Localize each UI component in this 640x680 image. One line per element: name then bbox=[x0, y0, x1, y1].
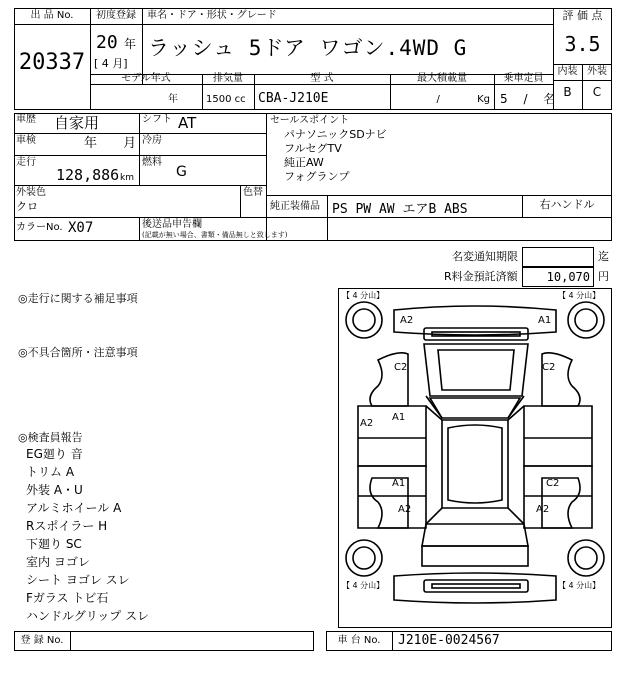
interior-score: B bbox=[563, 85, 572, 99]
driving-notes-title: ◎走行に関する補足事項 bbox=[18, 292, 138, 305]
max-load-label: 最大積載量 bbox=[417, 73, 467, 84]
exterior-score: C bbox=[592, 85, 602, 99]
mark-right-fender: C2 bbox=[542, 362, 556, 373]
inspector-item-6: 下廻り SC bbox=[26, 537, 82, 551]
inspector-item-9: Fガラス トビ石 bbox=[26, 591, 109, 605]
capacity-value: 5 / 名 bbox=[500, 92, 556, 106]
inspector-item-4: アルミホイール A bbox=[26, 501, 122, 515]
max-load-value: / Kg bbox=[436, 94, 490, 105]
model-name: ラッシュ 5ドア ワゴン.4WD G bbox=[148, 36, 468, 60]
inspector-title: ◎検査員報告 bbox=[18, 431, 83, 444]
displacement-value: 1500 cc bbox=[206, 94, 246, 105]
recycle-label: R料金預託済額 bbox=[444, 270, 518, 283]
exterior-color-label: 外装色 bbox=[16, 187, 46, 198]
lot-number: 20337 bbox=[18, 50, 86, 75]
car-diagram bbox=[338, 288, 612, 628]
history-label: 車歴 bbox=[16, 114, 36, 125]
tire-label-front-right: 【 4 分山】 bbox=[558, 291, 601, 300]
inspector-item-2: トリム A bbox=[26, 465, 75, 479]
mileage-unit: km bbox=[120, 173, 134, 183]
chassis-label: 車 台 No. bbox=[337, 635, 381, 646]
front-right-fender bbox=[542, 353, 580, 406]
sales-points-title: セールスポイント bbox=[270, 115, 350, 126]
mark-front-bumper-left: A2 bbox=[400, 315, 414, 326]
roof bbox=[442, 420, 508, 508]
mark-left-rear-quarter: A2 bbox=[398, 504, 412, 515]
mark-right-rear-quarter: A2 bbox=[536, 504, 550, 515]
tire-rear-right bbox=[568, 540, 604, 576]
post-application-note: (記載が無い場合、書類・備品無しと致します) bbox=[142, 231, 288, 239]
rear-hatch bbox=[422, 524, 528, 546]
name-change-unit: 迄 bbox=[598, 250, 609, 263]
model-name-label: 車名・ドア・形状・グレード bbox=[147, 10, 277, 21]
first-reg-month: [ 4 月] bbox=[94, 57, 128, 70]
model-year-label: モデル年式 bbox=[121, 73, 171, 84]
equipment-label: 純正装備品 bbox=[270, 201, 320, 212]
shift-value: AT bbox=[178, 114, 197, 132]
left-rear-door bbox=[358, 466, 426, 528]
mark-left-side: A2 bbox=[360, 418, 374, 429]
right-front-door bbox=[524, 406, 592, 466]
recycle-value: 10,070 bbox=[546, 270, 590, 284]
right-rear-door bbox=[524, 466, 592, 528]
mark-left-rear-door: A1 bbox=[392, 478, 406, 489]
sales-point-2: フルセグTV bbox=[284, 142, 342, 155]
inspection-label: 車検 bbox=[16, 135, 36, 146]
color-no-label: カラーNo. bbox=[16, 222, 63, 233]
front-bumper bbox=[394, 306, 556, 335]
inspector-item-5: Rスポイラー H bbox=[26, 519, 108, 533]
tire-label-front-left: 【 4 分山】 bbox=[342, 291, 385, 300]
fuel-label: 燃料 bbox=[142, 157, 162, 168]
inspector-item-3: 外装 A・U bbox=[26, 483, 83, 497]
type-value: CBA-J210E bbox=[258, 91, 329, 106]
mark-left-front-door: A1 bbox=[392, 412, 406, 423]
score-label: 評 価 点 bbox=[562, 9, 603, 22]
first-reg-year: 20 bbox=[96, 32, 118, 53]
name-change-box bbox=[522, 247, 594, 267]
steering-value: 右ハンドル bbox=[539, 198, 595, 211]
chassis-value: J210E-0024567 bbox=[398, 633, 500, 648]
sales-point-3: 純正AW bbox=[284, 156, 324, 169]
color-no-value: X07 bbox=[68, 220, 94, 236]
displacement-label: 排気量 bbox=[213, 73, 243, 84]
capacity-label: 乗車定員 bbox=[503, 73, 544, 84]
defect-title: ◎不具合箇所・注意事項 bbox=[18, 346, 138, 359]
score-value: 3.5 bbox=[564, 32, 601, 56]
exterior-label: 外装 bbox=[587, 66, 607, 77]
inspector-item-10: ハンドルグリップ スレ bbox=[26, 609, 150, 623]
mark-right-rear-door: C2 bbox=[546, 478, 560, 489]
inspector-item-8: シート ヨゴレ スレ bbox=[26, 573, 130, 587]
sales-point-1: パナソニックSDナビ bbox=[284, 128, 387, 141]
lot-label: 出 品 No. bbox=[30, 10, 74, 21]
ac-label: 冷房 bbox=[142, 135, 162, 146]
mark-front-bumper-right: A1 bbox=[538, 315, 552, 326]
tire-front-left bbox=[346, 302, 382, 338]
mileage-label: 走行 bbox=[16, 157, 36, 168]
sales-point-4: フォグランプ bbox=[284, 170, 350, 183]
exterior-color-value: クロ bbox=[16, 200, 38, 213]
interior-label: 内装 bbox=[557, 66, 578, 77]
shift-label: シフト bbox=[142, 114, 172, 125]
mark-left-fender: C2 bbox=[394, 362, 408, 373]
first-reg-year-unit: 年 bbox=[124, 37, 137, 51]
equipment-value: PS PW AW エアB ABS bbox=[332, 202, 468, 217]
type-label: 型 式 bbox=[310, 73, 334, 84]
mileage-value: 128,886 bbox=[56, 166, 120, 184]
inspector-item-1: EG廻り 音 bbox=[26, 447, 83, 461]
repaint-label: 色替 bbox=[243, 187, 263, 198]
post-application-label: 後送品申告欄 bbox=[142, 219, 202, 230]
fuel-value: G bbox=[176, 164, 187, 180]
name-change-label: 名変通知期限 bbox=[452, 250, 518, 263]
recycle-unit: 円 bbox=[598, 270, 609, 283]
history-value: 自家用 bbox=[54, 114, 100, 132]
first-reg-label: 初度登録 bbox=[96, 10, 136, 21]
model-year-unit: 年 bbox=[168, 94, 178, 105]
inspection-value: 年 月 bbox=[84, 136, 137, 151]
tire-rear-left bbox=[346, 540, 382, 576]
tire-front-right bbox=[568, 302, 604, 338]
tire-label-rear-right: 【 4 分山】 bbox=[558, 581, 601, 590]
front-left-fender bbox=[370, 353, 408, 406]
tire-label-rear-left: 【 4 分山】 bbox=[342, 581, 385, 590]
reg-no-label: 登 録 No. bbox=[20, 635, 64, 646]
inspector-item-7: 室内 ヨゴレ bbox=[26, 555, 90, 569]
